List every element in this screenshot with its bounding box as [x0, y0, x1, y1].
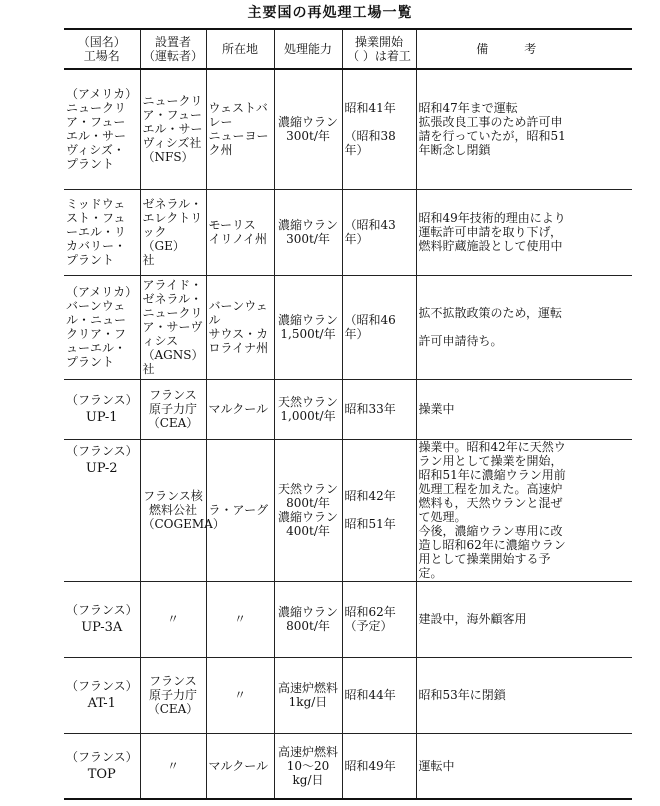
- start-cell: 昭和41年 （昭和38年）: [342, 69, 416, 189]
- table-row: [64, 733, 632, 799]
- plant-name-cell: [64, 379, 140, 439]
- start-cell: 昭和44年: [342, 657, 416, 733]
- capacity-cell: 濃縮ウラン 300t/年: [274, 189, 342, 275]
- plant-name: TOP: [87, 766, 116, 782]
- header-start: 操業開始 （ ）は着工: [342, 29, 416, 69]
- plant-name-cell: [64, 733, 140, 799]
- plant-name: UP-2: [85, 460, 118, 476]
- remarks-cell: 昭和47年まで運転 拡張改良工事のため許可申 請を行っていたが，昭和51 年断念し閉鎖: [416, 69, 632, 189]
- header-row: [64, 29, 632, 69]
- table-row: [64, 439, 632, 581]
- reprocessing-plants-table: [64, 28, 632, 800]
- operator-cell: アライド・ ゼネラル・ ニュークリ ア・サーヴ ィシス （AGNS）社: [140, 275, 206, 379]
- plant-name-cell: [64, 581, 140, 657]
- country-label: （フランス）: [66, 393, 138, 407]
- plant-name: ミッドウェ スト・フュ ーエル・リ カバリー・ プラント: [64, 189, 140, 275]
- table-row: [64, 275, 632, 379]
- location-cell: バーンウェ ル サウス・カ ロライナ州: [206, 275, 274, 379]
- plant-name: （アメリカ） ニュークリ ア・フュー エル・サー ヴィシズ・ プラント: [64, 69, 140, 189]
- capacity-cell: 天然ウラン 800t/年 濃縮ウラン 400t/年: [274, 439, 342, 581]
- plant-name: （アメリカ） バーンウェ ル・ニュー クリア・フ ューエル・ プラント: [64, 275, 140, 379]
- operator-cell: ゼネラル・ エレクトリ ック（GE） 社: [140, 189, 206, 275]
- plant-name: AT-1: [87, 696, 116, 711]
- location-cell: モーリス イリノイ州: [206, 189, 274, 275]
- location-cell: ラ・アーグ: [206, 439, 274, 581]
- remarks-cell: 拡不拡散政策のため，運転 許可申請待ち。: [416, 275, 632, 379]
- start-cell: （昭和43年）: [342, 189, 416, 275]
- table-row: [64, 69, 632, 189]
- plant-name: UP-3A: [81, 620, 123, 635]
- country-label: （フランス）: [66, 679, 138, 693]
- operator-cell: 〃: [140, 733, 206, 799]
- header-location: 所在地: [206, 29, 274, 69]
- remarks-cell: 運転中: [416, 733, 632, 799]
- table-title: 主要国の再処理工場一覧: [247, 5, 413, 21]
- start-cell: 昭和62年 （予定）: [342, 581, 416, 657]
- operator-cell: フランス核 燃料公社 （COGEMA）: [140, 439, 206, 581]
- operator-cell: フランス 原子力庁 （CEA）: [140, 379, 206, 439]
- operator-cell: 〃: [140, 581, 206, 657]
- plant-name: UP-1: [85, 410, 118, 425]
- location-cell: マルクール: [206, 379, 274, 439]
- location-cell: マルクール: [206, 733, 274, 799]
- table-row: [64, 189, 632, 275]
- remarks-cell: 建設中，海外顧客用: [416, 581, 632, 657]
- operator-cell: ニュークリ ア・フュー エル・サー ヴィシズ社 （NFS）: [140, 69, 206, 189]
- plant-name-cell: [64, 657, 140, 733]
- capacity-cell: 天然ウラン 1,000t/年: [274, 379, 342, 439]
- location-cell: ウェストバ レー ニューヨー ク州: [206, 69, 274, 189]
- country-label: （フランス）: [66, 603, 138, 617]
- plant-name-cell: [64, 439, 140, 581]
- country-label: （フランス）: [66, 749, 138, 764]
- start-cell: 昭和49年: [342, 733, 416, 799]
- header-capacity: 処理能力: [274, 29, 342, 69]
- table-row: [64, 657, 632, 733]
- remarks-cell: 昭和49年技術的理由により 運転許可申請を取り下げ， 燃料貯蔵施設として使用中: [416, 189, 632, 275]
- capacity-cell: 濃縮ウラン 300t/年: [274, 69, 342, 189]
- country-label: （フランス）: [66, 443, 138, 458]
- location-cell: 〃: [206, 581, 274, 657]
- table-row: [64, 581, 632, 657]
- header-name: （国名） 工場名: [64, 29, 140, 69]
- location-cell: 〃: [206, 657, 274, 733]
- capacity-cell: 高速炉燃料 10～20 kg/日: [274, 733, 342, 799]
- remarks-cell: 操業中: [416, 379, 632, 439]
- table-row: [64, 379, 632, 439]
- start-cell: 昭和33年: [342, 379, 416, 439]
- capacity-cell: 濃縮ウラン 800t/年: [274, 581, 342, 657]
- capacity-cell: 高速炉燃料 1kg/日: [274, 657, 342, 733]
- start-cell: （昭和46年）: [342, 275, 416, 379]
- operator-cell: フランス 原子力庁 （CEA）: [140, 657, 206, 733]
- remarks-cell: 操業中。昭和42年に天然ウ ラン用として操業を開始， 昭和51年に濃縮ウラン用前 処理工程を加えた。高速炉 燃料も，天然ウランと混ぜ て処理。 今後，濃縮ウラン専用に改 造し昭和62年に濃縮ウラン 用として操業開始する予 定。: [416, 439, 632, 581]
- capacity-cell: 濃縮ウラン 1,500t/年: [274, 275, 342, 379]
- header-remarks: 備考: [416, 29, 632, 69]
- start-cell: 昭和42年 昭和51年: [342, 439, 416, 581]
- header-operator: 設置者 （運転者）: [140, 29, 206, 69]
- remarks-cell: 昭和53年に閉鎖: [416, 657, 632, 733]
